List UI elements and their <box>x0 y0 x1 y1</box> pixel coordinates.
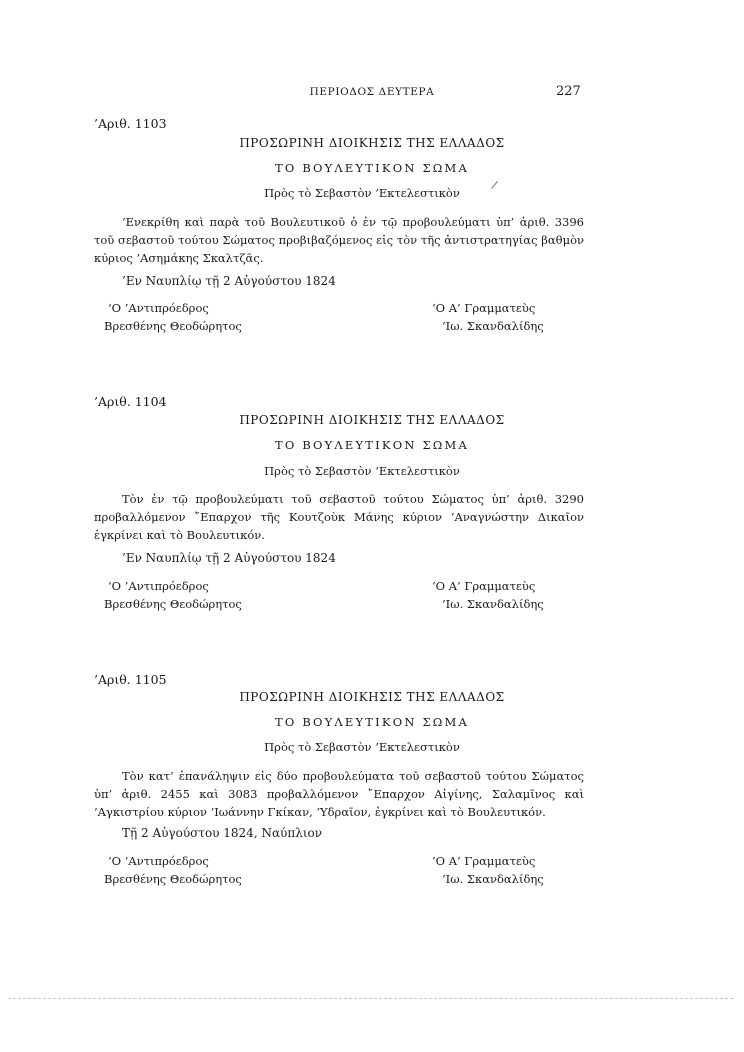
signature-secretary <box>432 577 544 613</box>
running-title: ΠΕΡΙΟΔΟΣ ΔΕΥΤΕΡΑ <box>309 86 435 98</box>
signatory-name: Βρεσθένης Θεοδώρητος <box>104 872 242 886</box>
signatory-title: ‘Ο Α’ Γραμματεὺς <box>432 301 536 315</box>
signatory-title: ‘Ο ’Αντιπρόεδρος <box>108 854 209 868</box>
addressee-line: Πρὸς τὸ Σεβαστὸν ’Εκτελεστικὸν <box>264 186 460 200</box>
government-heading: ΠΡΟΣΩΡΙΝΗ ΔΙΟΙΚΗΣΙΣ ΤΗΣ ΕΛΛΑΔΟΣ <box>239 413 505 427</box>
signatory-title: ‘Ο Α’ Γραμματεὺς <box>432 854 536 868</box>
entry-number: ’Αριθ. 1103 <box>94 116 167 131</box>
signatory-name: ’Ιω. Σκανδαλίδης <box>442 597 544 611</box>
signatory-title: ‘Ο ’Αντιπρόεδρος <box>108 579 209 593</box>
place-date: Τῇ 2 Αὐγούστου 1824, Ναύπλιον <box>122 826 323 840</box>
place-date: ’Εν Ναυπλίῳ τῇ 2 Αὐγούστου 1824 <box>122 274 336 288</box>
legislative-body-heading: ΤΟ ΒΟΥΛΕΥΤΙΚΟΝ ΣΩΜΑ <box>274 161 469 175</box>
entry-number: ’Αριθ. 1105 <box>94 672 167 687</box>
government-heading: ΠΡΟΣΩΡΙΝΗ ΔΙΟΙΚΗΣΙΣ ΤΗΣ ΕΛΛΑΔΟΣ <box>239 136 505 150</box>
addressee-line: Πρὸς τὸ Σεβαστὸν ’Εκτελεστικὸν <box>264 740 460 754</box>
signatory-name: Βρεσθένης Θεοδώρητος <box>104 597 242 611</box>
signatory-name: ’Ιω. Σκανδαλίδης <box>442 319 544 333</box>
signature-secretary <box>432 299 544 335</box>
signature-secretary <box>432 852 544 888</box>
entry-text: ’Ενεκρίθη καὶ παρὰ τοῦ Βουλευτικοῦ ὁ ἐν τῷ προβουλεύματι ὑπ’ ἀριθ. 3396 τοῦ σεβαστοῦ τούτου Σώματος προβιβαζόμενος εἰς τὸν τῆς ἀντιστρατηγίας βαθμὸν κύριος ’Ασημάκης Σκαλτζᾶς. <box>94 215 584 265</box>
entry-number: ’Αριθ. 1104 <box>94 394 167 409</box>
legislative-body-heading: ΤΟ ΒΟΥΛΕΥΤΙΚΟΝ ΣΩΜΑ <box>274 715 469 729</box>
entry-text: Τὸν κατ’ ἐπανάληψιν εἰς δύο προβουλεύματα τοῦ σεβαστοῦ τούτου Σώματος ὑπ’ ἀριθ. 2455 καὶ 3083 προβαλλόμενον ῎Επαρχον Αἰγίνης, Σαλαμῖνος καὶ ’Αγκιστρίου κύριον ’Ιωάννην Γκίκαν, ‘Υδραῖον, ἐγκρίνει καὶ τὸ Βουλευτικόν. <box>94 769 584 819</box>
addressee-line: Πρὸς τὸ Σεβαστὸν ’Εκτελεστικὸν <box>264 464 460 478</box>
scan-edge-line <box>8 998 733 999</box>
signatory-title: ‘Ο ’Αντιπρόεδρος <box>108 301 209 315</box>
signatory-name: ’Ιω. Σκανδαλίδης <box>442 872 544 886</box>
place-date: ’Εν Ναυπλίῳ τῇ 2 Αὐγούστου 1824 <box>122 551 336 565</box>
signatory-title: ‘Ο Α’ Γραμματεὺς <box>432 579 536 593</box>
entry-text: Τὸν ἐν τῷ προβουλεύματι τοῦ σεβαστοῦ τούτου Σώματος ὑπ’ ἀριθ. 3290 προβαλλόμενον ῎Επαρχον τῆς Κουτζοὺκ Μάνης κύριον ’Αναγνώστην Δικαῖον ἐγκρίνει καὶ τὸ Βουλευτικόν. <box>94 492 584 542</box>
signatory-name: Βρεσθένης Θεοδώρητος <box>104 319 242 333</box>
signature-vice-president <box>104 852 242 888</box>
signature-vice-president <box>104 577 242 613</box>
legislative-body-heading: ΤΟ ΒΟΥΛΕΥΤΙΚΟΝ ΣΩΜΑ <box>274 438 469 452</box>
signature-vice-president <box>104 299 242 335</box>
government-heading: ΠΡΟΣΩΡΙΝΗ ΔΙΟΙΚΗΣΙΣ ΤΗΣ ΕΛΛΑΔΟΣ <box>239 690 505 704</box>
page-number: 227 <box>556 84 581 99</box>
